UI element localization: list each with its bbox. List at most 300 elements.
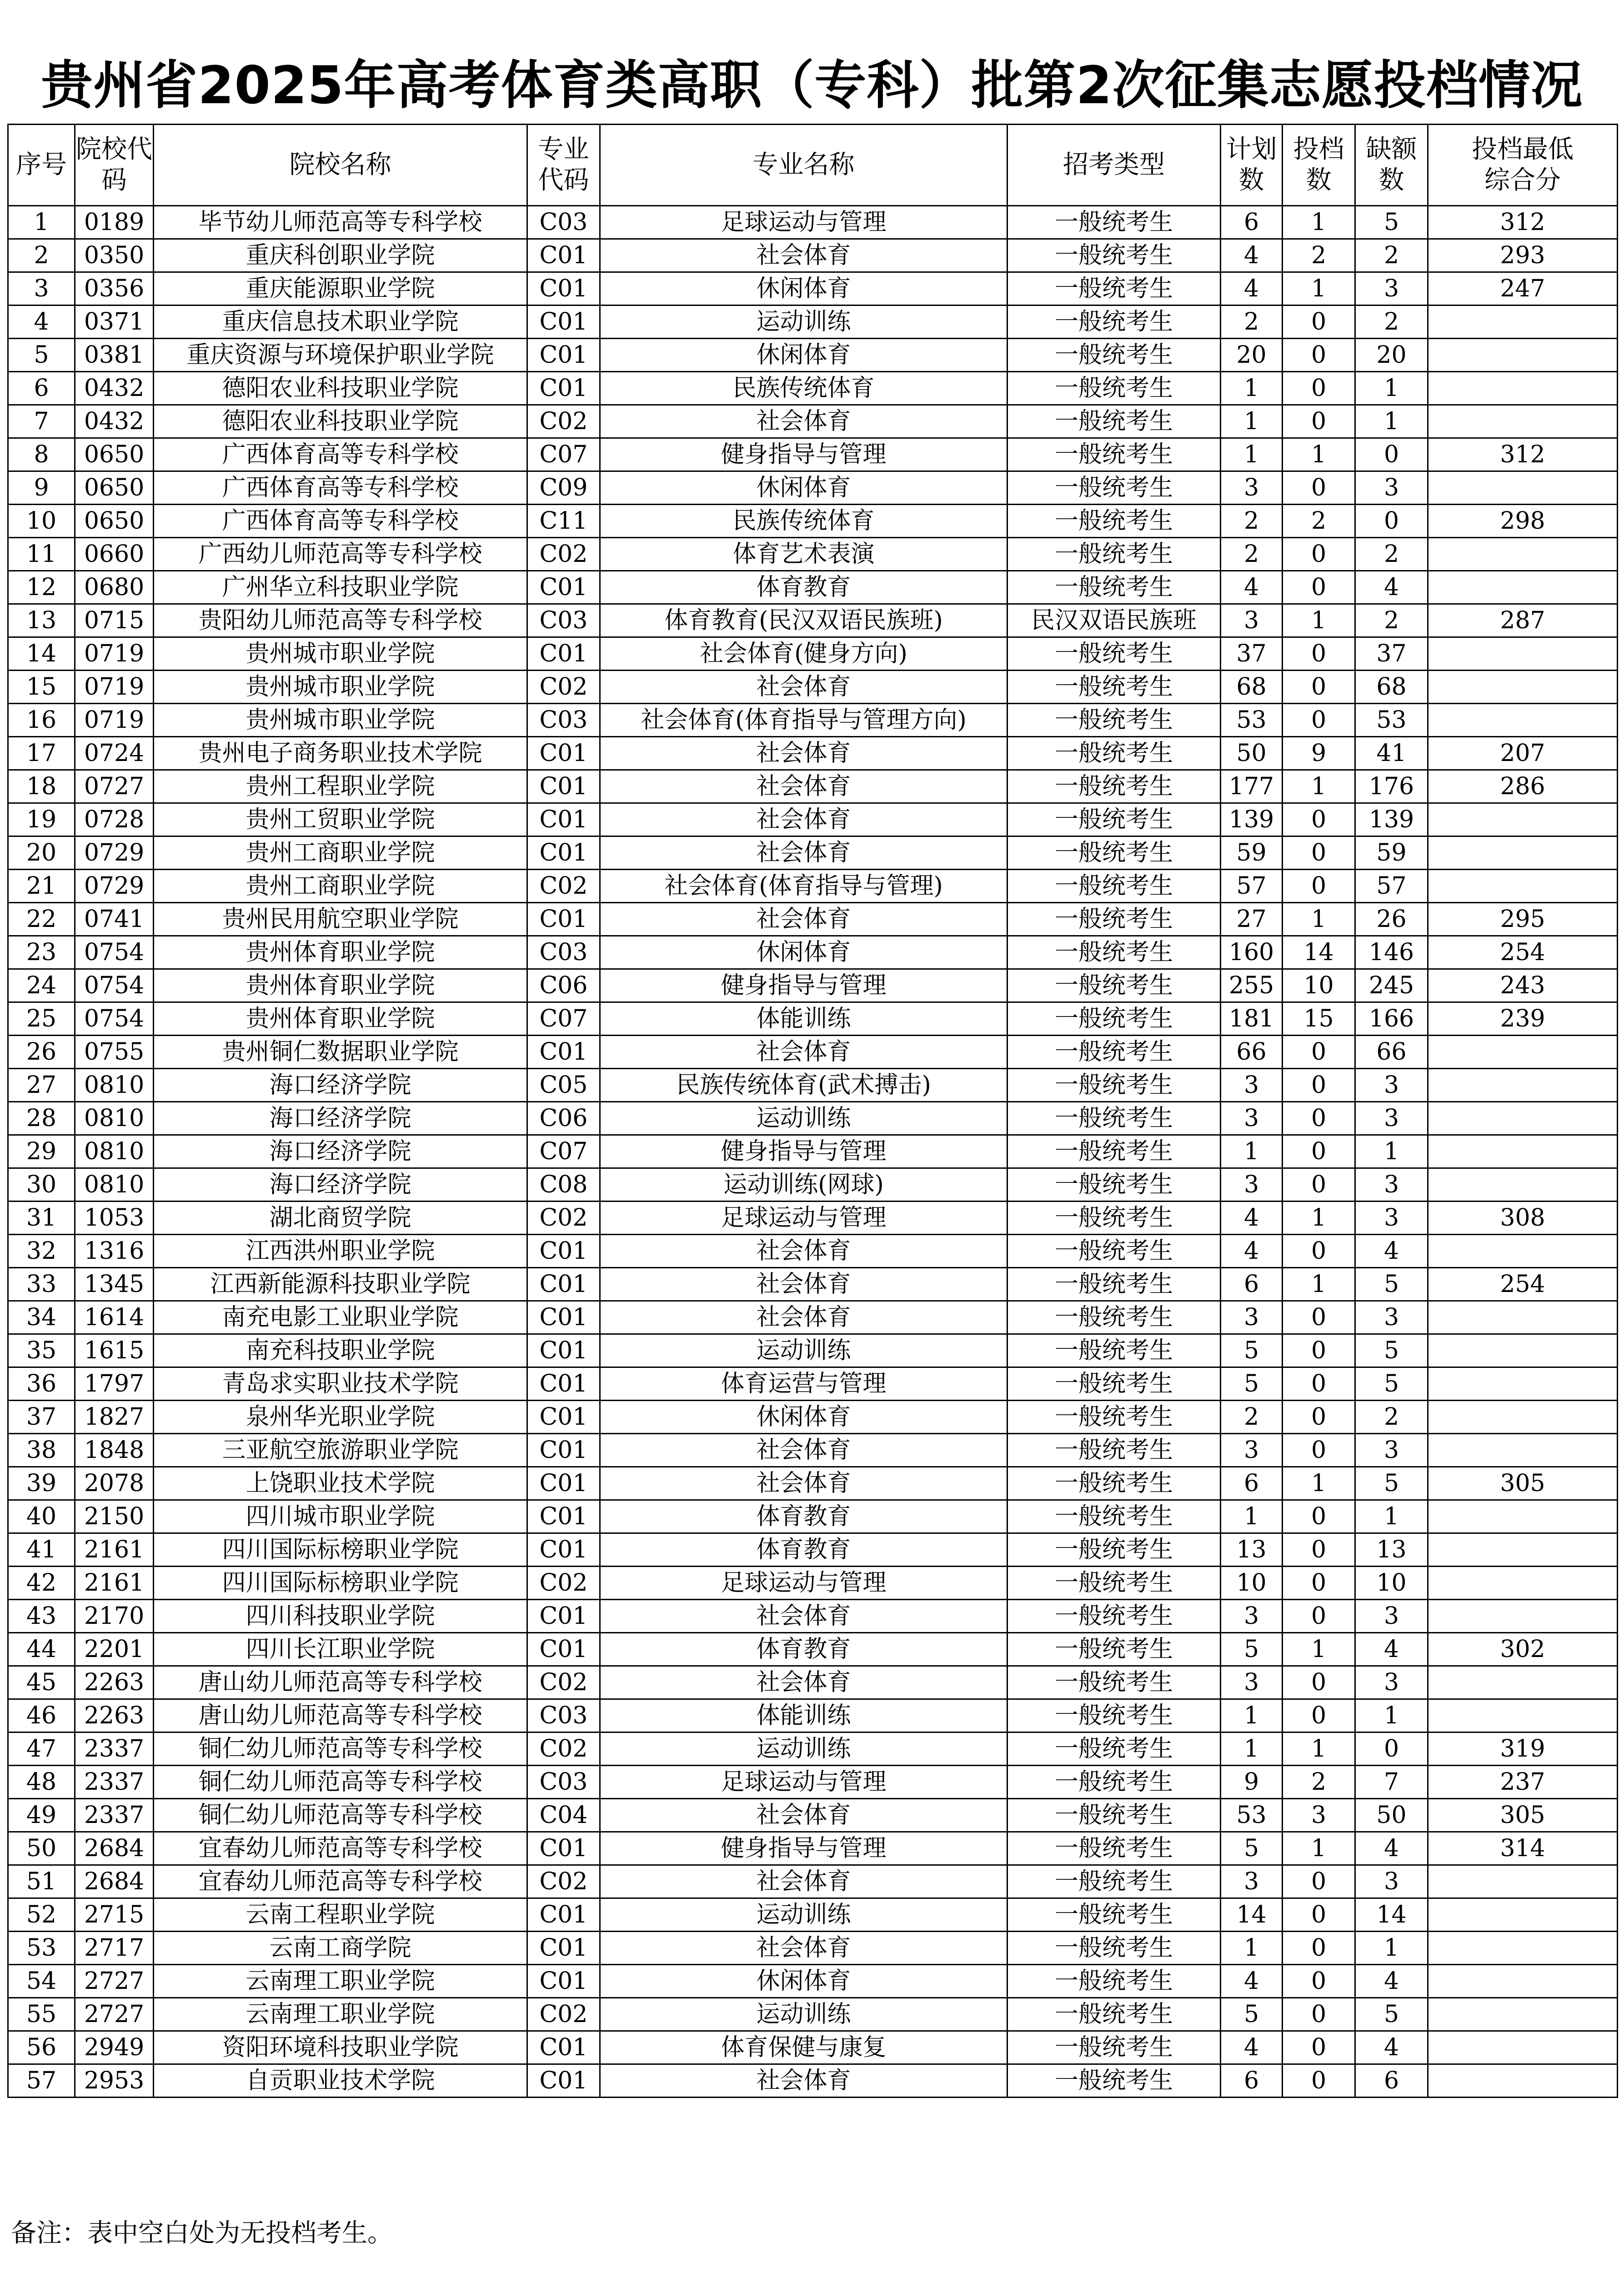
cell-plan-count: 2 <box>1221 1401 1283 1434</box>
cell-index: 10 <box>8 505 75 538</box>
table-row <box>8 1633 1618 1666</box>
table-row <box>8 1600 1618 1633</box>
cell-min-score <box>1428 1898 1618 1932</box>
cell-filed-count: 0 <box>1283 1965 1355 1998</box>
cell-major-code: C01 <box>527 239 600 272</box>
footnote: 备注：表中空白处为无投档考生。 <box>11 2218 393 2248</box>
cell-index: 55 <box>8 1998 75 2031</box>
cell-major-code: C01 <box>527 737 600 770</box>
cell-plan-count: 4 <box>1221 571 1283 604</box>
cell-vacancy-count: 3 <box>1355 1600 1428 1633</box>
cell-school-code: 0754 <box>75 1002 154 1036</box>
cell-major-name: 社会体育 <box>600 1666 1007 1699</box>
cell-index: 8 <box>8 438 75 471</box>
cell-admission-type: 一般统考生 <box>1007 803 1221 836</box>
cell-vacancy-count: 41 <box>1355 737 1428 770</box>
cell-index: 36 <box>8 1367 75 1401</box>
cell-plan-count: 2 <box>1221 505 1283 538</box>
cell-admission-type: 一般统考生 <box>1007 637 1221 671</box>
cell-admission-type: 一般统考生 <box>1007 1932 1221 1965</box>
table-row <box>8 1002 1618 1036</box>
cell-index: 42 <box>8 1567 75 1600</box>
cell-school-code: 0371 <box>75 305 154 339</box>
cell-major-code: C02 <box>527 1666 600 1699</box>
cell-major-code: C01 <box>527 1633 600 1666</box>
cell-vacancy-count: 3 <box>1355 1168 1428 1202</box>
cell-plan-count: 3 <box>1221 1666 1283 1699</box>
cell-filed-count: 0 <box>1283 1434 1355 1467</box>
cell-school-name: 重庆资源与环境保护职业学院 <box>154 339 527 372</box>
cell-major-code: C02 <box>527 1865 600 1898</box>
cell-major-name: 休闲体育 <box>600 1965 1007 1998</box>
cell-admission-type: 一般统考生 <box>1007 1832 1221 1865</box>
cell-filed-count: 0 <box>1283 2031 1355 2064</box>
cell-plan-count: 3 <box>1221 471 1283 505</box>
cell-school-code: 0810 <box>75 1102 154 1135</box>
cell-plan-count: 4 <box>1221 2031 1283 2064</box>
cell-index: 25 <box>8 1002 75 1036</box>
cell-vacancy-count: 5 <box>1355 1268 1428 1301</box>
cell-admission-type: 一般统考生 <box>1007 1434 1221 1467</box>
cell-school-name: 四川科技职业学院 <box>154 1600 527 1633</box>
col-header-vacancy-count: 缺额数 <box>1355 125 1428 206</box>
cell-school-code: 0719 <box>75 704 154 737</box>
cell-school-code: 2684 <box>75 1832 154 1865</box>
cell-min-score: 237 <box>1428 1766 1618 1799</box>
cell-admission-type: 一般统考生 <box>1007 936 1221 969</box>
cell-index: 31 <box>8 1202 75 1235</box>
cell-filed-count: 0 <box>1283 637 1355 671</box>
table-body <box>8 206 1618 2098</box>
cell-plan-count: 4 <box>1221 1965 1283 1998</box>
cell-admission-type: 一般统考生 <box>1007 1102 1221 1135</box>
cell-major-name: 社会体育 <box>600 1268 1007 1301</box>
cell-filed-count: 0 <box>1283 1102 1355 1135</box>
cell-vacancy-count: 59 <box>1355 836 1428 870</box>
document-title: 贵州省2025年高考体育类高职（专科）批第2次征集志愿投档情况 <box>41 55 1583 115</box>
cell-school-name: 贵州体育职业学院 <box>154 936 527 969</box>
cell-admission-type: 一般统考生 <box>1007 903 1221 936</box>
cell-min-score <box>1428 305 1618 339</box>
cell-min-score <box>1428 1965 1618 1998</box>
cell-vacancy-count: 37 <box>1355 637 1428 671</box>
cell-filed-count: 0 <box>1283 1401 1355 1434</box>
cell-index: 27 <box>8 1069 75 1102</box>
table-row <box>8 936 1618 969</box>
table-row <box>8 1932 1618 1965</box>
cell-school-code: 2263 <box>75 1666 154 1699</box>
cell-plan-count: 2 <box>1221 305 1283 339</box>
cell-vacancy-count: 3 <box>1355 1069 1428 1102</box>
cell-school-name: 广西体育高等专科学校 <box>154 438 527 471</box>
cell-admission-type: 一般统考生 <box>1007 1998 1221 2031</box>
cell-min-score: 286 <box>1428 770 1618 803</box>
cell-school-name: 重庆科创职业学院 <box>154 239 527 272</box>
cell-major-name: 社会体育 <box>600 405 1007 438</box>
table-row <box>8 1865 1618 1898</box>
cell-school-name: 海口经济学院 <box>154 1168 527 1202</box>
cell-admission-type: 一般统考生 <box>1007 1467 1221 1500</box>
cell-major-code: C01 <box>527 637 600 671</box>
table-row <box>8 405 1618 438</box>
cell-min-score <box>1428 1102 1618 1135</box>
cell-admission-type: 一般统考生 <box>1007 305 1221 339</box>
cell-vacancy-count: 2 <box>1355 1401 1428 1434</box>
cell-admission-type: 一般统考生 <box>1007 1898 1221 1932</box>
table-row <box>8 1500 1618 1533</box>
cell-admission-type: 一般统考生 <box>1007 2064 1221 2098</box>
cell-school-code: 0729 <box>75 836 154 870</box>
cell-school-name: 贵州体育职业学院 <box>154 1002 527 1036</box>
cell-plan-count: 3 <box>1221 1102 1283 1135</box>
cell-plan-count: 1 <box>1221 405 1283 438</box>
cell-min-score: 305 <box>1428 1799 1618 1832</box>
cell-major-code: C01 <box>527 1268 600 1301</box>
cell-plan-count: 5 <box>1221 1832 1283 1865</box>
cell-vacancy-count: 4 <box>1355 571 1428 604</box>
cell-vacancy-count: 7 <box>1355 1766 1428 1799</box>
table-row <box>8 1699 1618 1732</box>
table-row <box>8 1168 1618 1202</box>
cell-admission-type: 一般统考生 <box>1007 969 1221 1002</box>
cell-school-name: 广州华立科技职业学院 <box>154 571 527 604</box>
cell-major-code: C01 <box>527 836 600 870</box>
cell-plan-count: 14 <box>1221 1898 1283 1932</box>
cell-vacancy-count: 5 <box>1355 1367 1428 1401</box>
cell-major-name: 体育运营与管理 <box>600 1367 1007 1401</box>
cell-school-name: 四川国际标榜职业学院 <box>154 1533 527 1567</box>
cell-filed-count: 1 <box>1283 770 1355 803</box>
cell-admission-type: 一般统考生 <box>1007 870 1221 903</box>
cell-vacancy-count: 4 <box>1355 1832 1428 1865</box>
cell-school-name: 唐山幼儿师范高等专科学校 <box>154 1666 527 1699</box>
cell-filed-count: 1 <box>1283 1268 1355 1301</box>
cell-filed-count: 1 <box>1283 903 1355 936</box>
col-header-major-name: 专业名称 <box>600 125 1007 206</box>
cell-school-code: 0754 <box>75 969 154 1002</box>
table-row <box>8 637 1618 671</box>
table-row <box>8 1467 1618 1500</box>
table-row <box>8 505 1618 538</box>
cell-plan-count: 57 <box>1221 870 1283 903</box>
cell-school-code: 0356 <box>75 272 154 305</box>
table-row <box>8 671 1618 704</box>
cell-school-code: 0680 <box>75 571 154 604</box>
cell-min-score: 287 <box>1428 604 1618 637</box>
cell-school-code: 1053 <box>75 1202 154 1235</box>
cell-index: 23 <box>8 936 75 969</box>
cell-vacancy-count: 5 <box>1355 1467 1428 1500</box>
cell-major-name: 运动训练 <box>600 1732 1007 1766</box>
cell-school-code: 1345 <box>75 1268 154 1301</box>
cell-school-code: 1615 <box>75 1334 154 1367</box>
cell-major-code: C07 <box>527 438 600 471</box>
table-row <box>8 1367 1618 1401</box>
cell-major-name: 体育艺术表演 <box>600 538 1007 571</box>
cell-admission-type: 一般统考生 <box>1007 405 1221 438</box>
cell-vacancy-count: 3 <box>1355 471 1428 505</box>
cell-major-code: C02 <box>527 405 600 438</box>
cell-major-code: C01 <box>527 1932 600 1965</box>
table-row <box>8 571 1618 604</box>
cell-school-name: 上饶职业技术学院 <box>154 1467 527 1500</box>
cell-vacancy-count: 2 <box>1355 239 1428 272</box>
cell-school-code: 0724 <box>75 737 154 770</box>
cell-major-name: 体育教育 <box>600 1533 1007 1567</box>
cell-filed-count: 0 <box>1283 1367 1355 1401</box>
cell-vacancy-count: 4 <box>1355 1633 1428 1666</box>
cell-school-code: 2170 <box>75 1600 154 1633</box>
cell-plan-count: 6 <box>1221 206 1283 239</box>
cell-school-code: 2953 <box>75 2064 154 2098</box>
cell-min-score <box>1428 1932 1618 1965</box>
cell-filed-count: 0 <box>1283 1567 1355 1600</box>
cell-school-name: 江西新能源科技职业学院 <box>154 1268 527 1301</box>
cell-school-name: 云南理工职业学院 <box>154 1965 527 1998</box>
cell-filed-count: 1 <box>1283 1467 1355 1500</box>
cell-school-code: 0432 <box>75 372 154 405</box>
table-row <box>8 1766 1618 1799</box>
cell-major-name: 体育保健与康复 <box>600 2031 1007 2064</box>
table-row <box>8 438 1618 471</box>
cell-index: 11 <box>8 538 75 571</box>
cell-index: 34 <box>8 1301 75 1334</box>
cell-school-code: 0810 <box>75 1168 154 1202</box>
cell-major-code: C02 <box>527 1732 600 1766</box>
cell-school-code: 0741 <box>75 903 154 936</box>
col-header-admission-type: 招考类型 <box>1007 125 1221 206</box>
table-row <box>8 305 1618 339</box>
cell-admission-type: 一般统考生 <box>1007 1633 1221 1666</box>
cell-min-score <box>1428 637 1618 671</box>
cell-vacancy-count: 5 <box>1355 1334 1428 1367</box>
cell-major-code: C01 <box>527 1401 600 1434</box>
cell-plan-count: 2 <box>1221 538 1283 571</box>
cell-vacancy-count: 0 <box>1355 1732 1428 1766</box>
cell-major-code: C02 <box>527 538 600 571</box>
col-header-index: 序号 <box>8 125 75 206</box>
cell-index: 52 <box>8 1898 75 1932</box>
cell-admission-type: 民汉双语民族班 <box>1007 604 1221 637</box>
cell-major-code: C01 <box>527 1235 600 1268</box>
cell-major-code: C01 <box>527 1832 600 1865</box>
cell-index: 44 <box>8 1633 75 1666</box>
cell-vacancy-count: 14 <box>1355 1898 1428 1932</box>
cell-plan-count: 1 <box>1221 1135 1283 1168</box>
cell-school-code: 2727 <box>75 1998 154 2031</box>
cell-min-score <box>1428 339 1618 372</box>
cell-admission-type: 一般统考生 <box>1007 505 1221 538</box>
cell-index: 48 <box>8 1766 75 1799</box>
cell-school-code: 0660 <box>75 538 154 571</box>
cell-vacancy-count: 2 <box>1355 538 1428 571</box>
cell-major-code: C03 <box>527 604 600 637</box>
cell-filed-count: 0 <box>1283 1036 1355 1069</box>
cell-vacancy-count: 1 <box>1355 1932 1428 1965</box>
cell-school-name: 海口经济学院 <box>154 1102 527 1135</box>
cell-min-score: 305 <box>1428 1467 1618 1500</box>
cell-school-name: 湖北商贸学院 <box>154 1202 527 1235</box>
cell-vacancy-count: 3 <box>1355 1102 1428 1135</box>
cell-school-code: 2684 <box>75 1865 154 1898</box>
table-row <box>8 1998 1618 2031</box>
cell-filed-count: 0 <box>1283 1135 1355 1168</box>
cell-vacancy-count: 2 <box>1355 604 1428 637</box>
cell-index: 26 <box>8 1036 75 1069</box>
cell-index: 24 <box>8 969 75 1002</box>
cell-filed-count: 1 <box>1283 206 1355 239</box>
cell-min-score: 247 <box>1428 272 1618 305</box>
cell-school-code: 1316 <box>75 1235 154 1268</box>
cell-min-score: 308 <box>1428 1202 1618 1235</box>
cell-vacancy-count: 1 <box>1355 1699 1428 1732</box>
cell-min-score <box>1428 1069 1618 1102</box>
cell-filed-count: 0 <box>1283 1600 1355 1633</box>
cell-min-score <box>1428 1135 1618 1168</box>
cell-school-name: 南充电影工业职业学院 <box>154 1301 527 1334</box>
cell-min-score <box>1428 1567 1618 1600</box>
cell-school-name: 贵州工商职业学院 <box>154 836 527 870</box>
cell-min-score <box>1428 1434 1618 1467</box>
cell-index: 54 <box>8 1965 75 1998</box>
cell-major-code: C05 <box>527 1069 600 1102</box>
cell-school-name: 南充科技职业学院 <box>154 1334 527 1367</box>
cell-major-name: 社会体育 <box>600 1301 1007 1334</box>
cell-major-code: C02 <box>527 870 600 903</box>
cell-admission-type: 一般统考生 <box>1007 1036 1221 1069</box>
cell-admission-type: 一般统考生 <box>1007 571 1221 604</box>
cell-major-code: C01 <box>527 1036 600 1069</box>
cell-major-name: 社会体育(健身方向) <box>600 637 1007 671</box>
cell-major-name: 运动训练 <box>600 1334 1007 1367</box>
cell-filed-count: 0 <box>1283 1932 1355 1965</box>
cell-school-code: 0432 <box>75 405 154 438</box>
cell-min-score: 254 <box>1428 936 1618 969</box>
cell-admission-type: 一般统考生 <box>1007 1168 1221 1202</box>
cell-min-score <box>1428 1168 1618 1202</box>
cell-filed-count: 0 <box>1283 1168 1355 1202</box>
cell-major-name: 社会体育 <box>600 903 1007 936</box>
cell-admission-type: 一般统考生 <box>1007 1865 1221 1898</box>
cell-admission-type: 一般统考生 <box>1007 836 1221 870</box>
cell-index: 5 <box>8 339 75 372</box>
cell-admission-type: 一般统考生 <box>1007 272 1221 305</box>
cell-school-code: 0650 <box>75 505 154 538</box>
table-row <box>8 1268 1618 1301</box>
cell-major-name: 社会体育 <box>600 239 1007 272</box>
col-header-school-name: 院校名称 <box>154 125 527 206</box>
cell-school-code: 0729 <box>75 870 154 903</box>
cell-index: 4 <box>8 305 75 339</box>
cell-filed-count: 0 <box>1283 704 1355 737</box>
cell-plan-count: 3 <box>1221 1434 1283 1467</box>
cell-index: 32 <box>8 1235 75 1268</box>
cell-filed-count: 0 <box>1283 1666 1355 1699</box>
cell-major-code: C01 <box>527 2031 600 2064</box>
cell-index: 29 <box>8 1135 75 1168</box>
cell-school-name: 青岛求实职业技术学院 <box>154 1367 527 1401</box>
cell-school-name: 毕节幼儿师范高等专科学校 <box>154 206 527 239</box>
cell-index: 21 <box>8 870 75 903</box>
cell-major-name: 足球运动与管理 <box>600 1567 1007 1600</box>
table-row <box>8 1102 1618 1135</box>
cell-admission-type: 一般统考生 <box>1007 1699 1221 1732</box>
table-row <box>8 1732 1618 1766</box>
cell-major-code: C01 <box>527 770 600 803</box>
cell-filed-count: 0 <box>1283 671 1355 704</box>
cell-school-name: 重庆能源职业学院 <box>154 272 527 305</box>
cell-index: 14 <box>8 637 75 671</box>
table-row <box>8 737 1618 770</box>
table-row <box>8 538 1618 571</box>
cell-plan-count: 50 <box>1221 737 1283 770</box>
cell-vacancy-count: 4 <box>1355 1965 1428 1998</box>
cell-admission-type: 一般统考生 <box>1007 1301 1221 1334</box>
cell-admission-type: 一般统考生 <box>1007 1500 1221 1533</box>
cell-index: 47 <box>8 1732 75 1766</box>
table-row <box>8 372 1618 405</box>
cell-vacancy-count: 1 <box>1355 372 1428 405</box>
cell-admission-type: 一般统考生 <box>1007 1069 1221 1102</box>
cell-admission-type: 一般统考生 <box>1007 538 1221 571</box>
cell-major-name: 休闲体育 <box>600 1401 1007 1434</box>
cell-min-score <box>1428 1334 1618 1367</box>
cell-major-name: 健身指导与管理 <box>600 1135 1007 1168</box>
cell-admission-type: 一般统考生 <box>1007 1002 1221 1036</box>
cell-school-code: 0381 <box>75 339 154 372</box>
cell-school-code: 2150 <box>75 1500 154 1533</box>
cell-index: 18 <box>8 770 75 803</box>
cell-vacancy-count: 5 <box>1355 206 1428 239</box>
cell-major-code: C03 <box>527 704 600 737</box>
cell-min-score: 295 <box>1428 903 1618 936</box>
cell-major-code: C04 <box>527 1799 600 1832</box>
cell-major-name: 足球运动与管理 <box>600 1766 1007 1799</box>
cell-vacancy-count: 53 <box>1355 704 1428 737</box>
cell-major-code: C01 <box>527 1367 600 1401</box>
cell-admission-type: 一般统考生 <box>1007 770 1221 803</box>
cell-plan-count: 5 <box>1221 1633 1283 1666</box>
cell-plan-count: 20 <box>1221 339 1283 372</box>
cell-filed-count: 0 <box>1283 305 1355 339</box>
cell-vacancy-count: 13 <box>1355 1533 1428 1567</box>
cell-plan-count: 3 <box>1221 604 1283 637</box>
cell-vacancy-count: 1 <box>1355 1500 1428 1533</box>
cell-school-name: 宜春幼儿师范高等专科学校 <box>154 1865 527 1898</box>
cell-min-score <box>1428 870 1618 903</box>
cell-index: 35 <box>8 1334 75 1367</box>
cell-filed-count: 15 <box>1283 1002 1355 1036</box>
cell-admission-type: 一般统考生 <box>1007 1235 1221 1268</box>
cell-major-name: 体能训练 <box>600 1699 1007 1732</box>
cell-index: 49 <box>8 1799 75 1832</box>
cell-major-name: 社会体育 <box>600 1865 1007 1898</box>
cell-min-score: 243 <box>1428 969 1618 1002</box>
cell-admission-type: 一般统考生 <box>1007 372 1221 405</box>
cell-major-code: C09 <box>527 471 600 505</box>
cell-school-code: 2161 <box>75 1533 154 1567</box>
cell-admission-type: 一般统考生 <box>1007 1367 1221 1401</box>
cell-plan-count: 1 <box>1221 372 1283 405</box>
cell-school-code: 0728 <box>75 803 154 836</box>
cell-school-code: 0650 <box>75 438 154 471</box>
cell-filed-count: 1 <box>1283 1732 1355 1766</box>
cell-major-name: 体育教育(民汉双语民族班) <box>600 604 1007 637</box>
cell-school-code: 0727 <box>75 770 154 803</box>
cell-vacancy-count: 4 <box>1355 2031 1428 2064</box>
cell-vacancy-count: 176 <box>1355 770 1428 803</box>
cell-plan-count: 6 <box>1221 1268 1283 1301</box>
